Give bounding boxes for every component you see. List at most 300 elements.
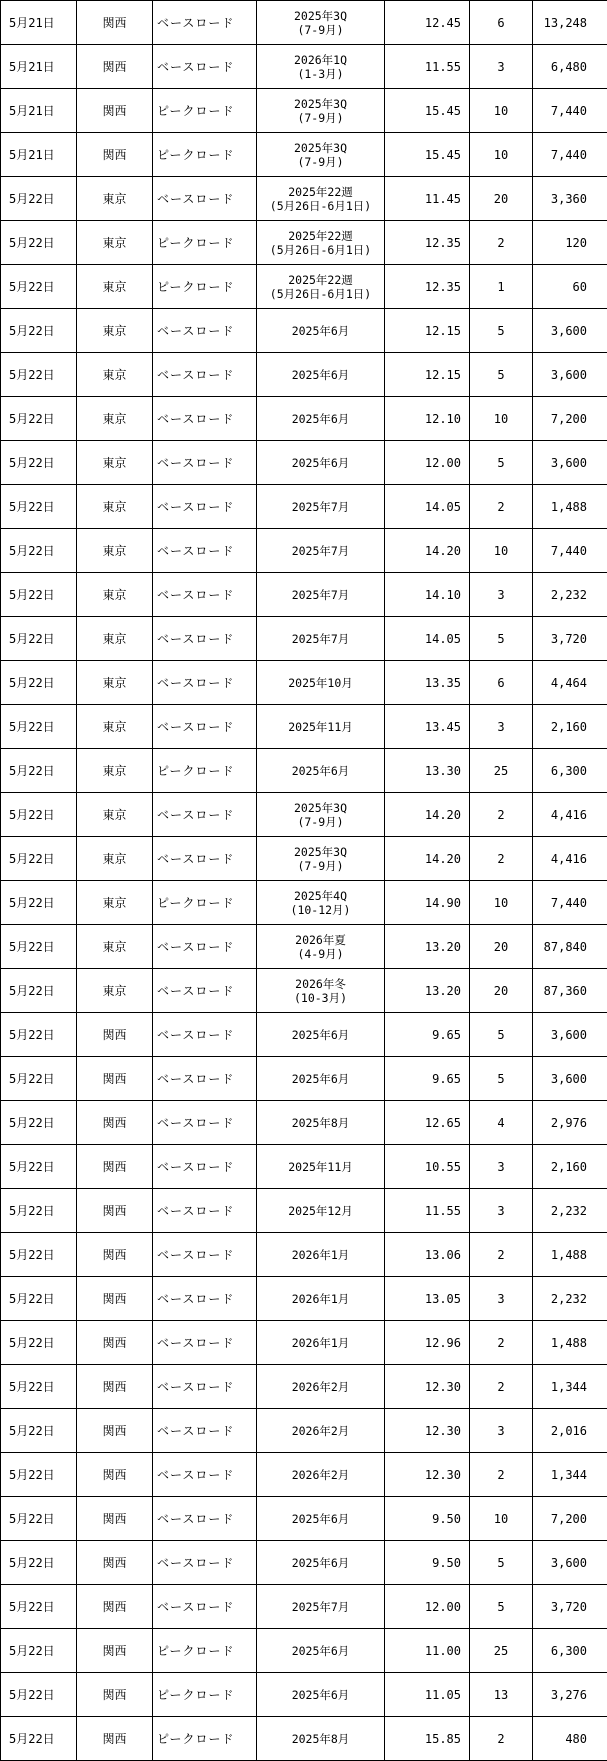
price-cell: 12.45 (385, 1, 470, 45)
table-row (1, 837, 607, 881)
amount-cell: 1,488 (533, 485, 607, 529)
volume-cell: 5 (470, 309, 533, 353)
delivery-period-cell (257, 1189, 385, 1233)
volume-cell: 5 (470, 617, 533, 661)
product-cell: ベースロード (153, 969, 257, 1013)
delivery-period-cell (257, 705, 385, 749)
volume-cell: 3 (470, 45, 533, 89)
delivery-period-label: 2025年3Q (293, 8, 348, 23)
table-row (1, 133, 607, 177)
delivery-period-cell (257, 1629, 385, 1673)
trade-date-cell: 5月22日 (1, 1145, 77, 1189)
delivery-period-cell (257, 1101, 385, 1145)
delivery-period-range: (4-9月) (297, 946, 344, 961)
trade-date-cell: 5月22日 (1, 1585, 77, 1629)
table-row (1, 1101, 607, 1145)
volume-cell: 20 (470, 925, 533, 969)
product-cell: ベースロード (153, 573, 257, 617)
product-cell: ベースロード (153, 1013, 257, 1057)
trades-body (1, 1, 607, 1761)
delivery-period-cell (257, 1717, 385, 1761)
area-cell: 関西 (77, 1057, 153, 1101)
volume-cell: 2 (470, 1233, 533, 1277)
area-cell: 東京 (77, 661, 153, 705)
delivery-period-cell (257, 1541, 385, 1585)
delivery-period-label: 2025年6月 (291, 1643, 350, 1658)
delivery-period-cell (257, 397, 385, 441)
amount-cell: 3,600 (533, 1013, 607, 1057)
delivery-period-cell (257, 749, 385, 793)
amount-cell: 2,232 (533, 1189, 607, 1233)
area-cell: 関西 (77, 1629, 153, 1673)
price-cell: 13.30 (385, 749, 470, 793)
price-cell: 15.45 (385, 133, 470, 177)
delivery-period-cell (257, 573, 385, 617)
product-cell: ベースロード (153, 1101, 257, 1145)
area-cell: 関西 (77, 1101, 153, 1145)
table-row (1, 1277, 607, 1321)
area-cell: 東京 (77, 617, 153, 661)
amount-cell: 7,200 (533, 397, 607, 441)
price-cell: 14.20 (385, 529, 470, 573)
volume-cell: 13 (470, 1673, 533, 1717)
volume-cell: 10 (470, 397, 533, 441)
area-cell: 東京 (77, 529, 153, 573)
table-row (1, 793, 607, 837)
delivery-period-cell (257, 221, 385, 265)
area-cell: 関西 (77, 1277, 153, 1321)
area-cell: 東京 (77, 573, 153, 617)
price-cell: 12.10 (385, 397, 470, 441)
delivery-period-label: 2025年22週 (288, 228, 353, 243)
price-cell: 12.30 (385, 1409, 470, 1453)
amount-cell: 6,300 (533, 749, 607, 793)
delivery-period-cell (257, 133, 385, 177)
product-cell: ベースロード (153, 1365, 257, 1409)
area-cell: 関西 (77, 1189, 153, 1233)
area-cell: 東京 (77, 749, 153, 793)
amount-cell: 2,016 (533, 1409, 607, 1453)
price-cell: 12.35 (385, 265, 470, 309)
table-row (1, 617, 607, 661)
trade-date-cell: 5月22日 (1, 1233, 77, 1277)
product-cell: ベースロード (153, 309, 257, 353)
price-cell: 12.00 (385, 1585, 470, 1629)
area-cell: 関西 (77, 89, 153, 133)
table-row (1, 573, 607, 617)
product-cell: ピークロード (153, 89, 257, 133)
area-cell: 関西 (77, 1, 153, 45)
amount-cell: 4,416 (533, 793, 607, 837)
product-cell: ベースロード (153, 793, 257, 837)
area-cell: 東京 (77, 485, 153, 529)
delivery-period-cell (257, 793, 385, 837)
volume-cell: 3 (470, 1145, 533, 1189)
volume-cell: 2 (470, 837, 533, 881)
table-row (1, 441, 607, 485)
volume-cell: 2 (470, 1321, 533, 1365)
table-row (1, 1189, 607, 1233)
delivery-period-label: 2025年6月 (291, 1071, 350, 1086)
delivery-period-label: 2025年22週 (288, 184, 353, 199)
product-cell: ベースロード (153, 1541, 257, 1585)
product-cell: ベースロード (153, 397, 257, 441)
price-cell: 13.35 (385, 661, 470, 705)
trade-date-cell: 5月22日 (1, 441, 77, 485)
delivery-period-cell (257, 1673, 385, 1717)
price-cell: 11.05 (385, 1673, 470, 1717)
volume-cell: 10 (470, 529, 533, 573)
trade-date-cell: 5月22日 (1, 1057, 77, 1101)
amount-cell: 7,440 (533, 529, 607, 573)
volume-cell: 10 (470, 881, 533, 925)
delivery-period-label: 2025年10月 (288, 675, 353, 690)
product-cell: ベースロード (153, 1, 257, 45)
trade-date-cell: 5月22日 (1, 485, 77, 529)
delivery-period-label: 2025年6月 (291, 1511, 350, 1526)
delivery-period-label: 2026年2月 (291, 1467, 350, 1482)
product-cell: ベースロード (153, 353, 257, 397)
price-cell: 15.45 (385, 89, 470, 133)
volume-cell: 3 (470, 1409, 533, 1453)
product-cell: ベースロード (153, 485, 257, 529)
amount-cell: 3,600 (533, 1541, 607, 1585)
product-cell: ベースロード (153, 529, 257, 573)
trade-date-cell: 5月22日 (1, 221, 77, 265)
price-cell: 12.96 (385, 1321, 470, 1365)
delivery-period-label: 2026年1Q (293, 52, 348, 67)
area-cell: 東京 (77, 837, 153, 881)
delivery-period-cell (257, 529, 385, 573)
amount-cell: 60 (533, 265, 607, 309)
delivery-period-label: 2025年3Q (293, 844, 348, 859)
product-cell: ピークロード (153, 133, 257, 177)
trade-date-cell: 5月22日 (1, 1277, 77, 1321)
delivery-period-cell (257, 1585, 385, 1629)
product-cell: ベースロード (153, 1057, 257, 1101)
trade-date-cell: 5月22日 (1, 793, 77, 837)
price-cell: 12.15 (385, 353, 470, 397)
amount-cell: 4,464 (533, 661, 607, 705)
delivery-period-label: 2025年7月 (291, 499, 350, 514)
delivery-period-label: 2025年6月 (291, 763, 350, 778)
product-cell: ベースロード (153, 1497, 257, 1541)
amount-cell: 3,720 (533, 1585, 607, 1629)
trade-date-cell: 5月22日 (1, 529, 77, 573)
trade-date-cell: 5月22日 (1, 1629, 77, 1673)
product-cell: ピークロード (153, 265, 257, 309)
price-cell: 9.50 (385, 1541, 470, 1585)
trade-date-cell: 5月22日 (1, 1189, 77, 1233)
trade-date-cell: 5月22日 (1, 177, 77, 221)
delivery-period-cell (257, 1365, 385, 1409)
delivery-period-cell (257, 881, 385, 925)
delivery-period-cell (257, 89, 385, 133)
amount-cell: 2,232 (533, 1277, 607, 1321)
delivery-period-label: 2025年3Q (293, 140, 348, 155)
price-cell: 14.05 (385, 485, 470, 529)
product-cell: ピークロード (153, 1717, 257, 1761)
area-cell: 関西 (77, 1409, 153, 1453)
volume-cell: 3 (470, 573, 533, 617)
price-cell: 11.55 (385, 45, 470, 89)
delivery-period-label: 2025年6月 (291, 1555, 350, 1570)
area-cell: 関西 (77, 1541, 153, 1585)
volume-cell: 2 (470, 1453, 533, 1497)
table-row (1, 485, 607, 529)
delivery-period-cell (257, 1497, 385, 1541)
delivery-period-cell (257, 485, 385, 529)
delivery-period-label: 2026年冬 (295, 976, 346, 991)
product-cell: ベースロード (153, 1277, 257, 1321)
delivery-period-label: 2025年6月 (291, 1027, 350, 1042)
delivery-period-cell (257, 1013, 385, 1057)
delivery-period-label: 2025年3Q (293, 800, 348, 815)
delivery-period-cell (257, 177, 385, 221)
delivery-period-label: 2025年8月 (291, 1731, 350, 1746)
product-cell: ベースロード (153, 617, 257, 661)
amount-cell: 6,300 (533, 1629, 607, 1673)
price-cell: 14.20 (385, 837, 470, 881)
product-cell: ベースロード (153, 441, 257, 485)
delivery-period-range: (7-9月) (297, 22, 344, 37)
amount-cell: 7,440 (533, 133, 607, 177)
amount-cell: 13,248 (533, 1, 607, 45)
amount-cell: 3,600 (533, 1057, 607, 1101)
table-row (1, 177, 607, 221)
volume-cell: 25 (470, 1629, 533, 1673)
table-row (1, 1453, 607, 1497)
trade-date-cell: 5月22日 (1, 969, 77, 1013)
product-cell: ベースロード (153, 177, 257, 221)
volume-cell: 2 (470, 1717, 533, 1761)
volume-cell: 5 (470, 1057, 533, 1101)
amount-cell: 480 (533, 1717, 607, 1761)
volume-cell: 20 (470, 969, 533, 1013)
delivery-period-cell (257, 1321, 385, 1365)
volume-cell: 5 (470, 441, 533, 485)
product-cell: ベースロード (153, 1321, 257, 1365)
trade-date-cell: 5月22日 (1, 1541, 77, 1585)
trade-date-cell: 5月22日 (1, 1101, 77, 1145)
product-cell: ベースロード (153, 705, 257, 749)
volume-cell: 2 (470, 221, 533, 265)
area-cell: 関西 (77, 45, 153, 89)
amount-cell: 2,232 (533, 573, 607, 617)
delivery-period-label: 2025年6月 (291, 367, 350, 382)
price-cell: 11.00 (385, 1629, 470, 1673)
trade-date-cell: 5月22日 (1, 353, 77, 397)
trade-date-cell: 5月22日 (1, 573, 77, 617)
price-cell: 12.35 (385, 221, 470, 265)
amount-cell: 1,344 (533, 1453, 607, 1497)
amount-cell: 3,720 (533, 617, 607, 661)
delivery-period-cell (257, 353, 385, 397)
area-cell: 関西 (77, 1233, 153, 1277)
price-cell: 13.20 (385, 969, 470, 1013)
trade-date-cell: 5月22日 (1, 1321, 77, 1365)
product-cell: ベースロード (153, 1453, 257, 1497)
area-cell: 東京 (77, 309, 153, 353)
volume-cell: 5 (470, 1541, 533, 1585)
price-cell: 12.00 (385, 441, 470, 485)
trade-date-cell: 5月22日 (1, 309, 77, 353)
delivery-period-label: 2026年2月 (291, 1379, 350, 1394)
delivery-period-range: (7-9月) (297, 858, 344, 873)
table-row (1, 969, 607, 1013)
delivery-period-label: 2025年6月 (291, 323, 350, 338)
table-row (1, 1057, 607, 1101)
product-cell: ベースロード (153, 661, 257, 705)
product-cell: ベースロード (153, 1585, 257, 1629)
table-row (1, 265, 607, 309)
amount-cell: 3,600 (533, 353, 607, 397)
table-row (1, 221, 607, 265)
area-cell: 東京 (77, 265, 153, 309)
delivery-period-range: (7-9月) (297, 814, 344, 829)
price-cell: 13.45 (385, 705, 470, 749)
amount-cell: 4,416 (533, 837, 607, 881)
delivery-period-range: (7-9月) (297, 154, 344, 169)
amount-cell: 2,160 (533, 705, 607, 749)
area-cell: 東京 (77, 441, 153, 485)
trade-date-cell: 5月22日 (1, 705, 77, 749)
product-cell: ベースロード (153, 837, 257, 881)
area-cell: 関西 (77, 1365, 153, 1409)
area-cell: 関西 (77, 133, 153, 177)
volume-cell: 2 (470, 1365, 533, 1409)
table-row (1, 1013, 607, 1057)
price-cell: 14.10 (385, 573, 470, 617)
table-row (1, 661, 607, 705)
trade-date-cell: 5月21日 (1, 45, 77, 89)
area-cell: 関西 (77, 1585, 153, 1629)
product-cell: ベースロード (153, 925, 257, 969)
trade-date-cell: 5月22日 (1, 1365, 77, 1409)
table-row (1, 529, 607, 573)
product-cell: ベースロード (153, 45, 257, 89)
table-row (1, 45, 607, 89)
delivery-period-range: (10-3月) (293, 990, 348, 1005)
table-row (1, 1585, 607, 1629)
table-row (1, 1409, 607, 1453)
delivery-period-label: 2025年6月 (291, 411, 350, 426)
delivery-period-label: 2025年8月 (291, 1115, 350, 1130)
delivery-period-label: 2026年1月 (291, 1247, 350, 1262)
volume-cell: 3 (470, 1189, 533, 1233)
delivery-period-range: (7-9月) (297, 110, 344, 125)
product-cell: ベースロード (153, 1189, 257, 1233)
area-cell: 東京 (77, 969, 153, 1013)
table-row (1, 925, 607, 969)
volume-cell: 2 (470, 485, 533, 529)
table-row (1, 1321, 607, 1365)
delivery-period-cell (257, 1145, 385, 1189)
table-row (1, 353, 607, 397)
product-cell: ベースロード (153, 1409, 257, 1453)
area-cell: 関西 (77, 1497, 153, 1541)
product-cell: ベースロード (153, 1145, 257, 1189)
trade-date-cell: 5月22日 (1, 837, 77, 881)
volume-cell: 5 (470, 353, 533, 397)
price-cell: 12.30 (385, 1453, 470, 1497)
delivery-period-label: 2025年6月 (291, 455, 350, 470)
delivery-period-label: 2025年7月 (291, 543, 350, 558)
area-cell: 東京 (77, 705, 153, 749)
amount-cell: 7,440 (533, 89, 607, 133)
amount-cell: 1,488 (533, 1321, 607, 1365)
table-row (1, 309, 607, 353)
delivery-period-label: 2025年4Q (293, 888, 348, 903)
area-cell: 東京 (77, 397, 153, 441)
trade-date-cell: 5月22日 (1, 1453, 77, 1497)
amount-cell: 120 (533, 221, 607, 265)
amount-cell: 2,976 (533, 1101, 607, 1145)
price-cell: 14.90 (385, 881, 470, 925)
table-row (1, 1, 607, 45)
table-row (1, 1673, 607, 1717)
trade-date-cell: 5月22日 (1, 661, 77, 705)
amount-cell: 1,488 (533, 1233, 607, 1277)
delivery-period-cell (257, 1277, 385, 1321)
delivery-period-range: (10-12月) (290, 902, 351, 917)
delivery-period-cell (257, 1233, 385, 1277)
delivery-period-label: 2026年1月 (291, 1291, 350, 1306)
delivery-period-label: 2025年22週 (288, 272, 353, 287)
amount-cell: 87,360 (533, 969, 607, 1013)
amount-cell: 1,344 (533, 1365, 607, 1409)
delivery-period-cell (257, 45, 385, 89)
delivery-period-label: 2026年夏 (295, 932, 346, 947)
volume-cell: 10 (470, 133, 533, 177)
trade-date-cell: 5月22日 (1, 1013, 77, 1057)
area-cell: 関西 (77, 1673, 153, 1717)
trade-date-cell: 5月22日 (1, 1717, 77, 1761)
table-row (1, 1365, 607, 1409)
amount-cell: 6,480 (533, 45, 607, 89)
volume-cell: 2 (470, 793, 533, 837)
delivery-period-cell (257, 265, 385, 309)
table-row (1, 397, 607, 441)
delivery-period-label: 2025年7月 (291, 631, 350, 646)
table-row (1, 705, 607, 749)
delivery-period-label: 2025年12月 (288, 1203, 353, 1218)
price-cell: 12.65 (385, 1101, 470, 1145)
product-cell: ピークロード (153, 1629, 257, 1673)
amount-cell: 2,160 (533, 1145, 607, 1189)
delivery-period-cell (257, 661, 385, 705)
price-cell: 12.30 (385, 1365, 470, 1409)
delivery-period-label: 2025年6月 (291, 1687, 350, 1702)
delivery-period-label: 2026年2月 (291, 1423, 350, 1438)
price-cell: 12.15 (385, 309, 470, 353)
price-cell: 9.50 (385, 1497, 470, 1541)
volume-cell: 5 (470, 1585, 533, 1629)
delivery-period-cell (257, 1453, 385, 1497)
area-cell: 東京 (77, 925, 153, 969)
amount-cell: 3,360 (533, 177, 607, 221)
area-cell: 関西 (77, 1321, 153, 1365)
table-row (1, 881, 607, 925)
price-cell: 14.05 (385, 617, 470, 661)
area-cell: 東京 (77, 177, 153, 221)
trade-date-cell: 5月22日 (1, 617, 77, 661)
table-row (1, 1629, 607, 1673)
volume-cell: 10 (470, 89, 533, 133)
table-row (1, 749, 607, 793)
price-cell: 9.65 (385, 1013, 470, 1057)
product-cell: ベースロード (153, 1233, 257, 1277)
